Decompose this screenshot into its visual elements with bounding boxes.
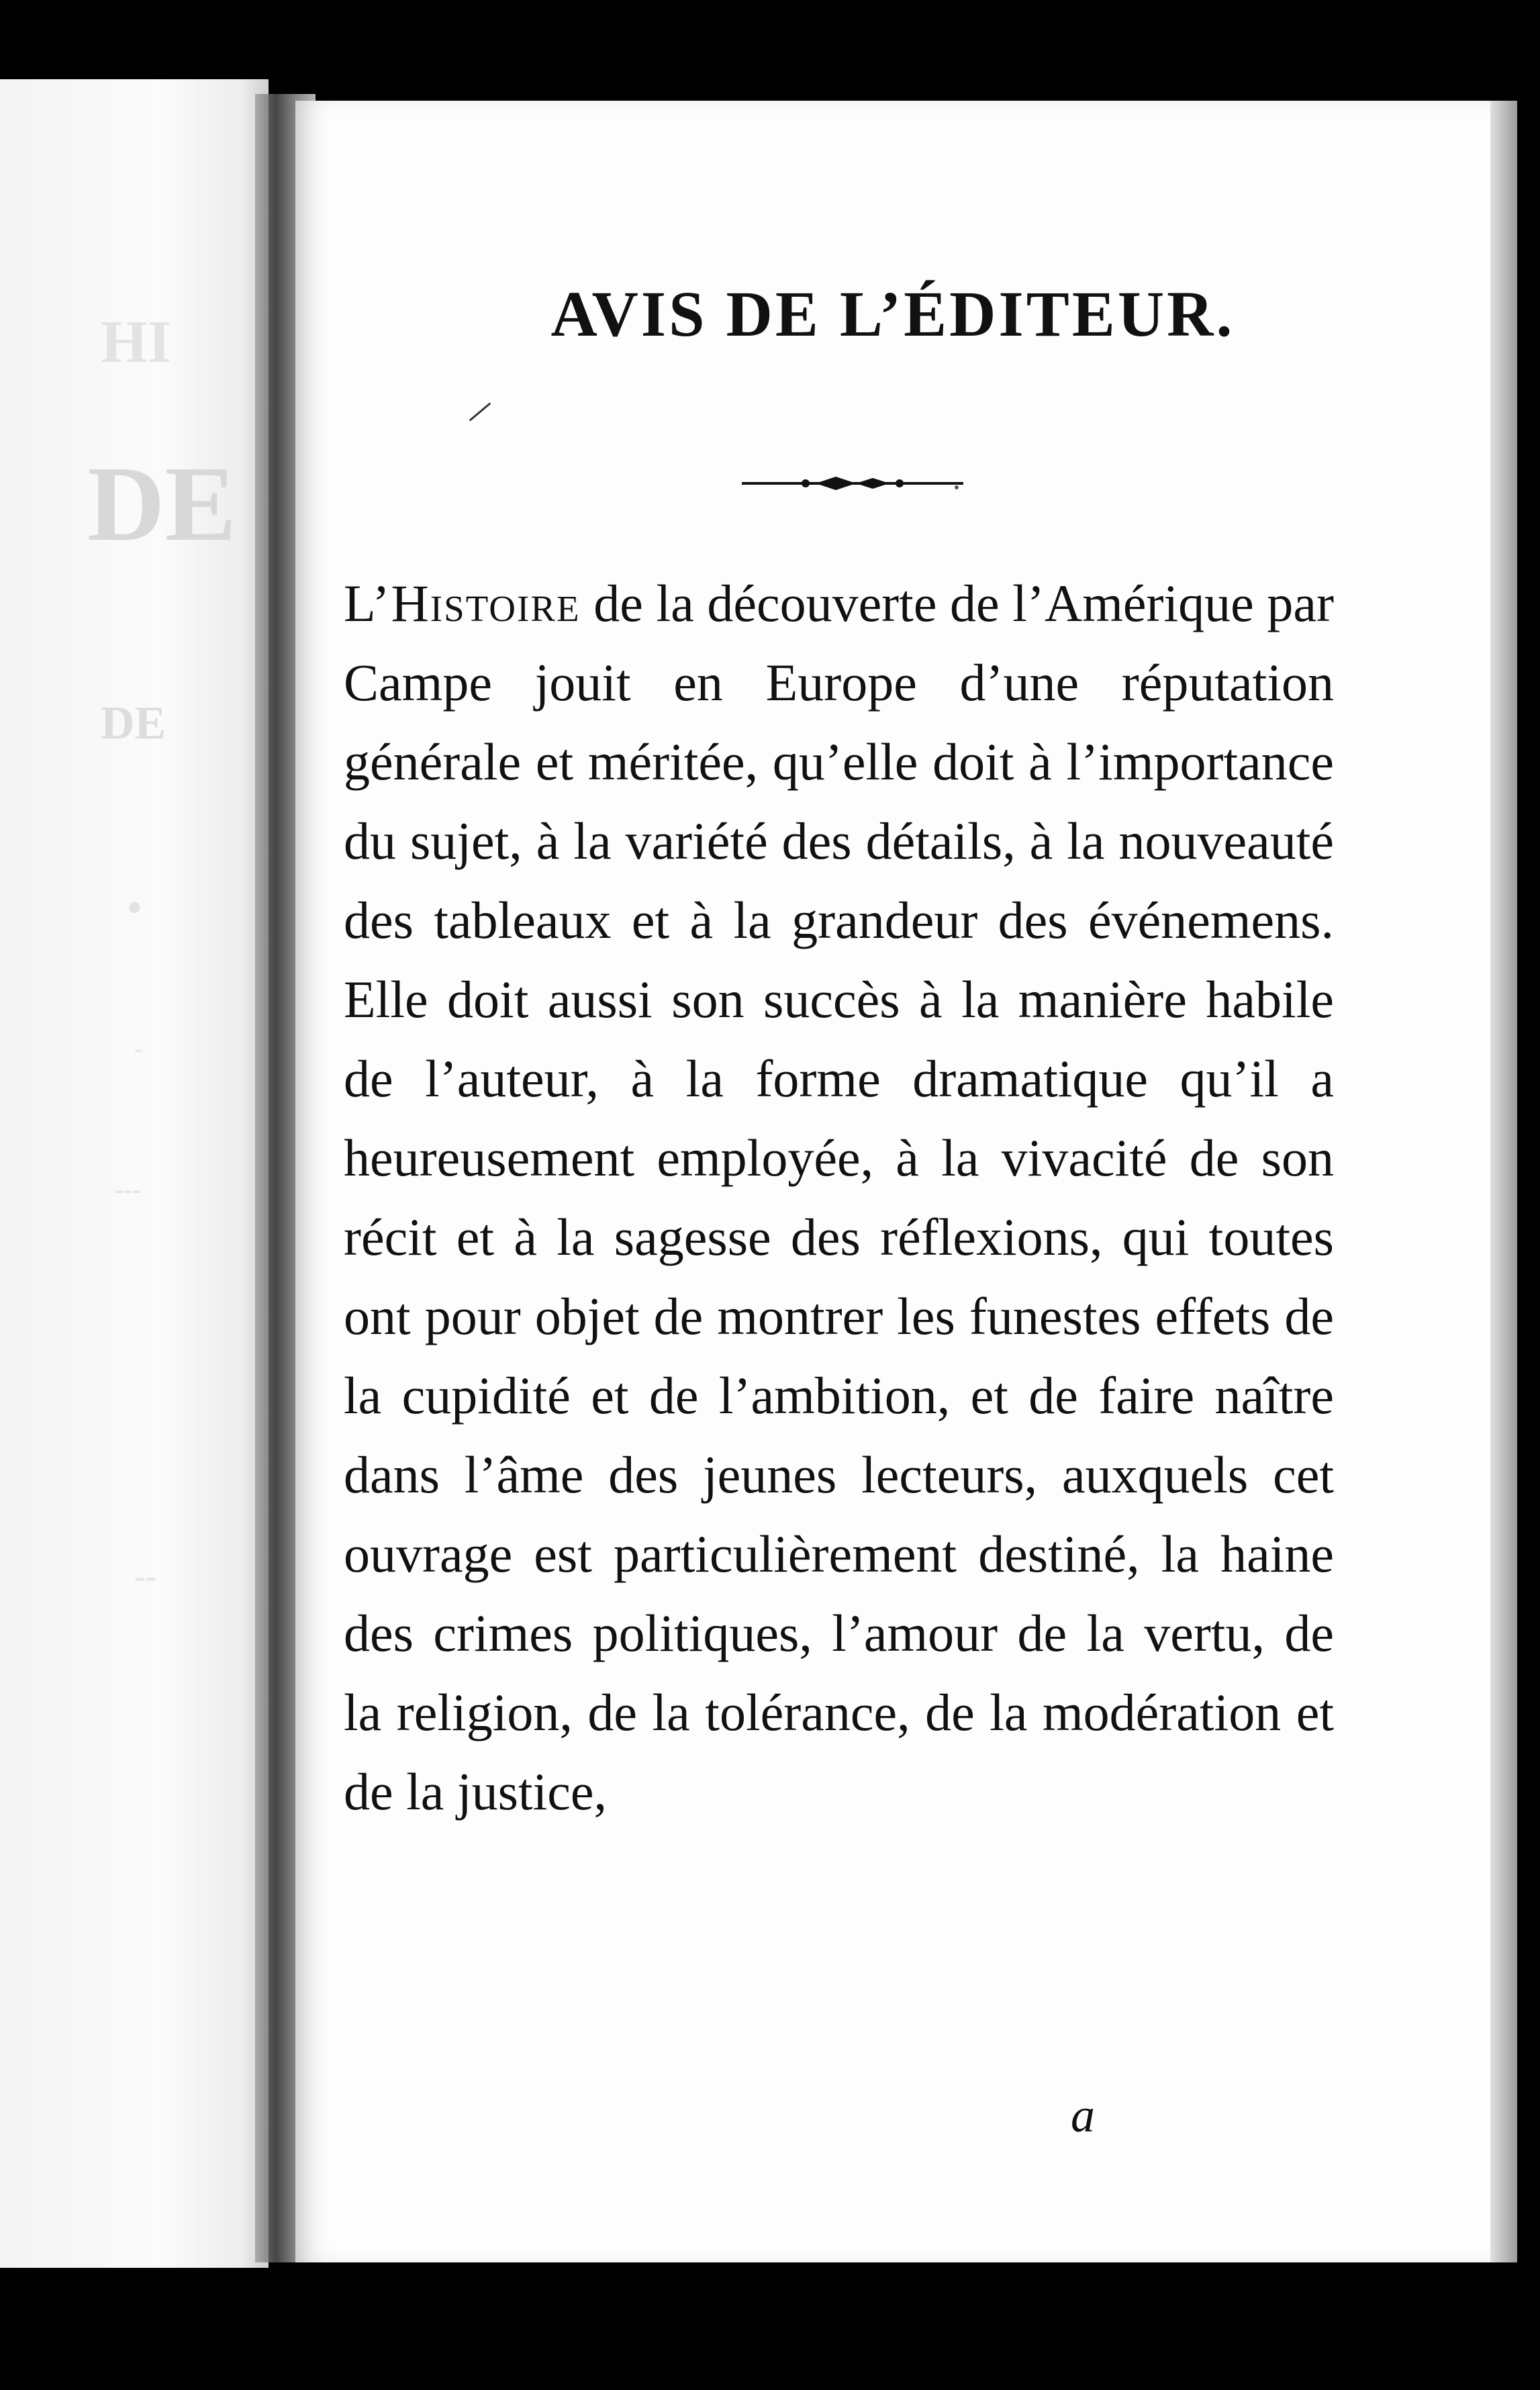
stray-mark	[469, 402, 491, 421]
bleed-through-text: -	[134, 1033, 144, 1063]
page-title: AVIS DE L’ÉDITEUR.	[550, 278, 1235, 350]
bleed-through-text: HI	[101, 309, 172, 375]
page-edge	[1490, 101, 1517, 2262]
paragraph-text: de la découverte de l’Amérique par Campe jouit en Europe d’une réputation générale et méritée, qu’elle doit à l’importance du sujet, à la variété des détails, à la nouveauté des tableaux et à la grandeur des événemens. Elle doit aussi son succès à la manière habile de l’auteur, à la forme dramatique qu’il a heureusement employée, à la vivacité de son récit et à la sagesse des réflexions, qui toutes ont pour objet de montrer les funestes effets de la cupidité et de l’ambition, et de faire naître dans l’âme des jeunes lecteurs, auxquels cet ouvrage est particulièrement destiné, la haine des crimes politiques, l’amour de la vertu, de la religion, de la tolérance, de la modération et de la justice,	[344, 574, 1334, 1821]
bleed-through-text: --	[134, 1557, 157, 1594]
bleed-through-text: ---	[114, 1174, 141, 1204]
facing-page	[0, 79, 269, 2268]
body-paragraph	[344, 564, 1334, 1831]
bleed-through-text: DE	[101, 698, 166, 749]
signature-mark: a	[1071, 2089, 1095, 2142]
bleed-through-text: DE	[87, 444, 237, 563]
bleed-through-text: •	[128, 886, 142, 930]
ornament-rule	[742, 463, 963, 504]
book-page	[295, 101, 1490, 2262]
lead-word: L’Histoire	[344, 574, 581, 632]
